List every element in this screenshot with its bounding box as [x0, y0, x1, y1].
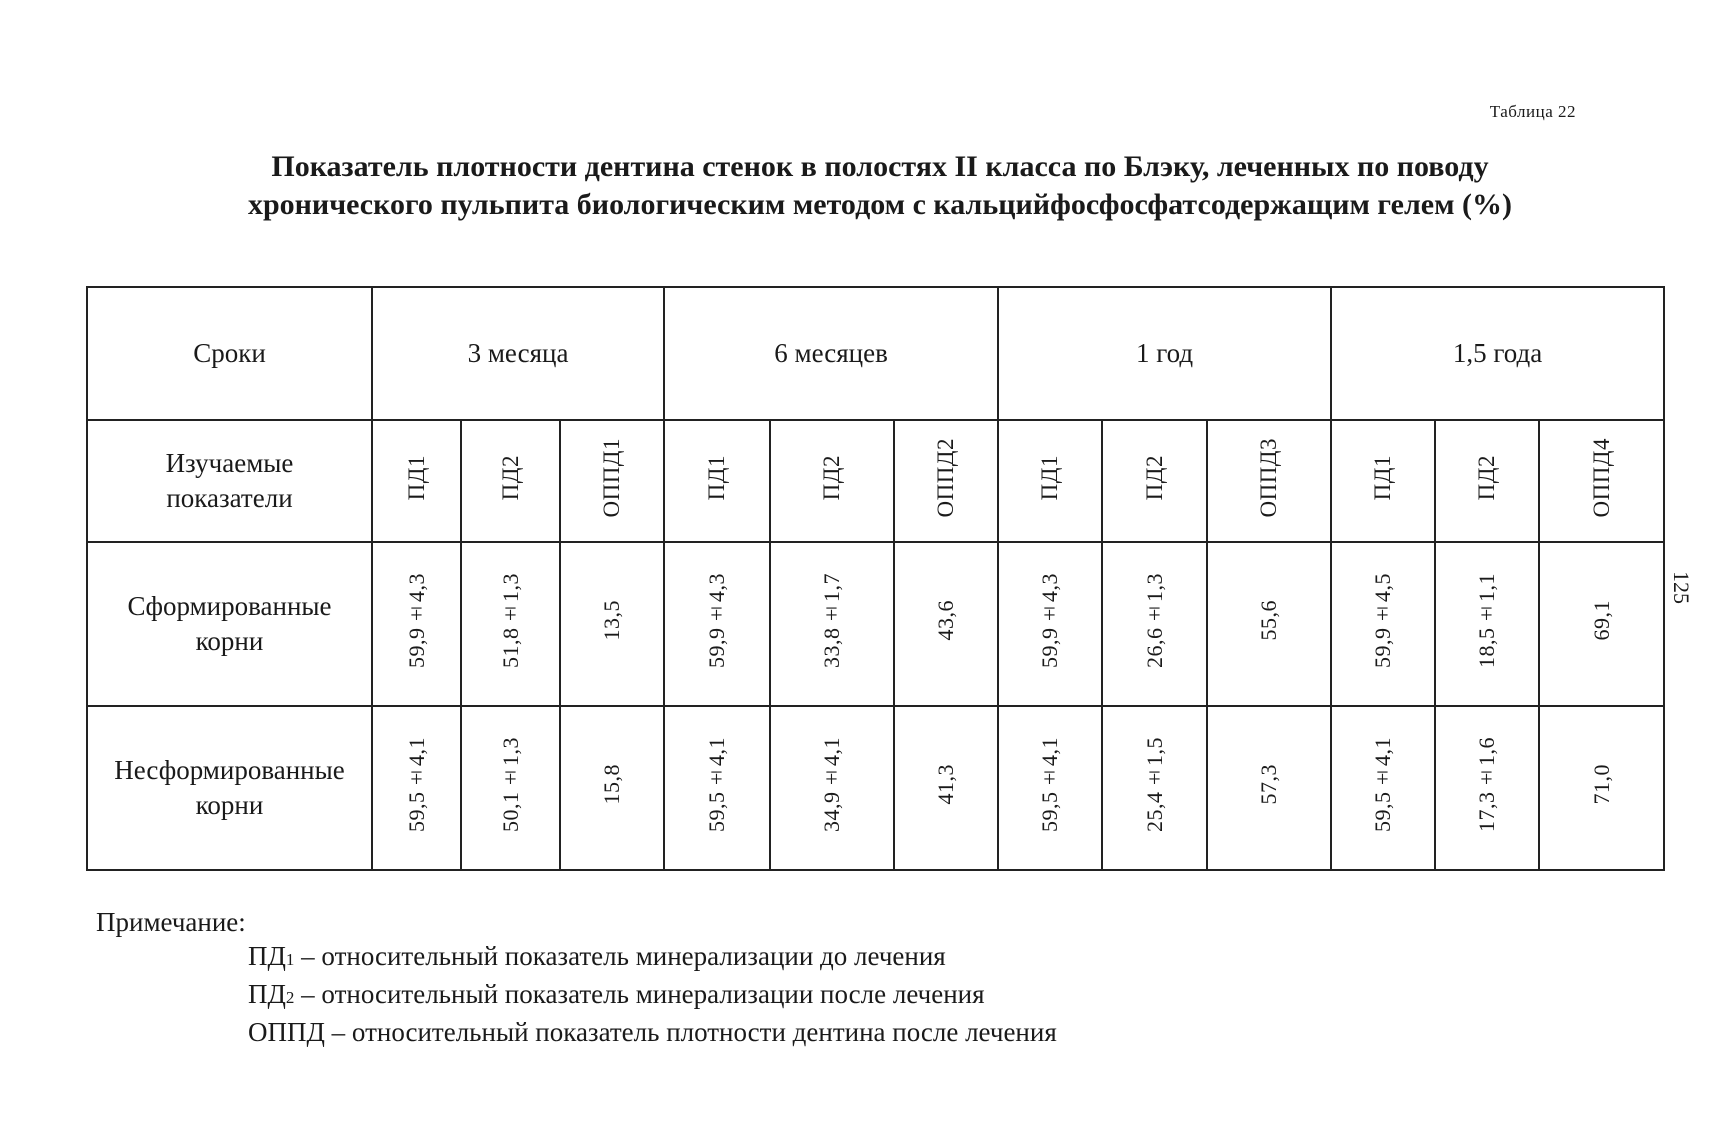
value-cell: [1539, 542, 1664, 706]
page-title: [110, 148, 1650, 224]
notes-heading: Примечание:: [96, 907, 246, 937]
indicator-label-line-1: Изучаемые: [165, 448, 294, 478]
notes-list: [248, 939, 1057, 1053]
indicator-name: ОППД3: [1256, 437, 1282, 518]
indicator-name: ПД2: [1141, 454, 1167, 501]
value-cell: [1102, 706, 1207, 870]
indicator-cell: [372, 420, 461, 542]
value-cell: [372, 706, 461, 870]
cell-value: 50,1±1,3: [497, 737, 523, 832]
note-abbr: ПД: [248, 979, 286, 1009]
table-row-formed-roots: [87, 542, 1664, 706]
indicator-cell: [461, 420, 560, 542]
indicator-cell: [894, 420, 998, 542]
value-cell: [1435, 706, 1539, 870]
value-cell: [894, 706, 998, 870]
indicator-name: ПД2: [819, 454, 845, 501]
value-cell: [461, 542, 560, 706]
cell-value: 33,8±1,7: [819, 573, 845, 668]
cell-value: 41,3: [933, 764, 959, 805]
period-3-months: 3 месяца: [372, 287, 664, 420]
indicator-label-line-2: показатели: [166, 483, 293, 513]
cell-value: 13,5: [599, 600, 625, 641]
indicator-cell: [560, 420, 664, 542]
indicator-name: ПД1: [403, 454, 429, 501]
cell-value: 69,1: [1588, 600, 1614, 641]
row-label-line-1: Сформированные: [127, 591, 332, 621]
indicator-name: ПД1: [1370, 454, 1396, 501]
indicator-cell: [998, 420, 1102, 542]
value-cell: [894, 542, 998, 706]
indicator-name: ПД2: [497, 454, 523, 501]
table-row-indicators: [87, 420, 1664, 542]
indicator-name: ПД1: [1037, 454, 1063, 501]
note-abbr-subscript: 2: [285, 988, 295, 1007]
indicator-cell: [1539, 420, 1664, 542]
cell-value: 59,9±4,3: [1037, 573, 1063, 668]
indicator-name: ОППД2: [933, 437, 959, 518]
value-cell: [1539, 706, 1664, 870]
cell-value: 57,3: [1256, 764, 1282, 805]
cell-value: 59,9±4,3: [403, 573, 429, 668]
value-cell: [1331, 706, 1435, 870]
cell-value: 15,8: [599, 764, 625, 805]
value-cell: [1207, 706, 1331, 870]
value-cell: [998, 706, 1102, 870]
page-number: 125: [1669, 571, 1694, 604]
value-cell: [372, 542, 461, 706]
cell-value: 43,6: [933, 600, 959, 641]
notes-section: [96, 905, 1057, 1053]
cell-value: 59,9±4,5: [1370, 573, 1396, 668]
value-cell: [770, 542, 894, 706]
row-label-unformed-roots: [87, 706, 372, 870]
note-abbr: ПД: [248, 941, 286, 971]
period-1-year: 1 год: [998, 287, 1331, 420]
indicator-name: ОППД1: [599, 437, 625, 518]
cell-value: 25,4±1,5: [1141, 737, 1167, 832]
cell-value: 59,5±4,1: [704, 737, 730, 832]
note-item: [248, 939, 1057, 977]
indicator-cell: [1331, 420, 1435, 542]
indicator-label-cell: [87, 420, 372, 542]
note-item: [248, 1015, 1057, 1053]
value-cell: [1102, 542, 1207, 706]
value-cell: [1331, 542, 1435, 706]
value-cell: [560, 706, 664, 870]
note-text: – относительный показатель минерализации после лечения: [294, 979, 985, 1009]
row-label-formed-roots: [87, 542, 372, 706]
value-cell: [560, 542, 664, 706]
indicator-name: ПД1: [704, 454, 730, 501]
cell-value: 59,9±4,3: [704, 573, 730, 668]
indicator-cell: [770, 420, 894, 542]
value-cell: [664, 706, 770, 870]
period-6-months: 6 месяцев: [664, 287, 998, 420]
indicator-name: ОППД4: [1588, 437, 1614, 518]
value-cell: [461, 706, 560, 870]
indicator-name: ПД2: [1474, 454, 1500, 501]
table-row-unformed-roots: [87, 706, 1664, 870]
cell-value: 71,0: [1588, 764, 1614, 805]
value-cell: [664, 542, 770, 706]
cell-value: 59,5±4,1: [1370, 737, 1396, 832]
cell-value: 34,9±4,1: [819, 737, 845, 832]
table-number-label: Таблица 22: [1489, 102, 1576, 121]
value-cell: [998, 542, 1102, 706]
row-label-line-1: Несформированные: [114, 755, 345, 785]
indicator-cell: [1207, 420, 1331, 542]
title-line-1: Показатель плотности дентина стенок в полостях II класса по Блэку, леченных по поводу: [271, 150, 1489, 183]
value-cell: [1207, 542, 1331, 706]
cell-value: 17,3±1,6: [1474, 737, 1500, 832]
note-text: – относительный показатель минерализации до лечения: [294, 941, 946, 971]
results-table: [86, 286, 1665, 871]
indicator-cell: [664, 420, 770, 542]
header-label-cell: Сроки: [87, 287, 372, 420]
cell-value: 51,8±1,3: [497, 573, 523, 668]
value-cell: [770, 706, 894, 870]
note-item: [248, 977, 1057, 1015]
indicator-cell: [1102, 420, 1207, 542]
note-abbr-subscript: 1: [285, 950, 295, 969]
row-label-line-2: корни: [195, 626, 264, 656]
row-label-line-2: корни: [195, 790, 264, 820]
cell-value: 26,6±1,3: [1141, 573, 1167, 668]
cell-value: 18,5±1,1: [1474, 573, 1500, 668]
period-1-5-years: 1,5 года: [1331, 287, 1664, 420]
indicator-cell: [1435, 420, 1539, 542]
value-cell: [1435, 542, 1539, 706]
note-abbr: ОППД: [248, 1017, 325, 1047]
note-text: – относительный показатель плотности дентина после лечения: [324, 1017, 1057, 1047]
title-line-2: хронического пульпита биологическим методом с кальцийфосфосфатсодержащим гелем (%): [247, 188, 1513, 221]
cell-value: 59,5±4,1: [1037, 737, 1063, 832]
table-row-periods: [87, 287, 1664, 420]
cell-value: 59,5±4,1: [403, 737, 429, 832]
cell-value: 55,6: [1256, 600, 1282, 641]
